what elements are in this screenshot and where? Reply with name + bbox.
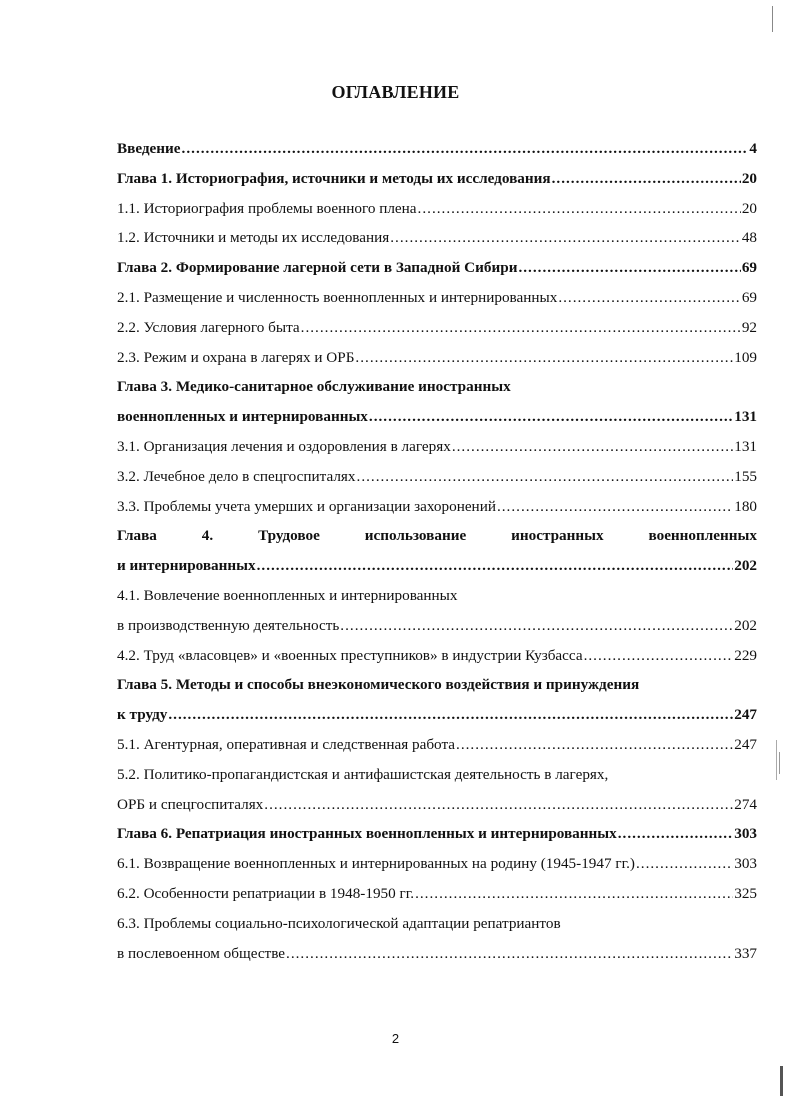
toc-entry-title: Глава 1. Историография, источники и методы их исследования [117, 169, 551, 187]
dot-leader [497, 498, 733, 516]
dot-leader [452, 438, 733, 456]
toc-entry-page: 69 [741, 259, 757, 277]
toc-entry-chapter-1 [117, 170, 757, 200]
toc-entry-title: 2.3. Режим и охрана в лагерях и ОРБ [117, 348, 355, 366]
scan-artifact [776, 740, 777, 780]
toc-word: Трудовое [258, 527, 320, 545]
toc-entry-title: 4.1. Вовлечение военнопленных и интернированных [117, 586, 458, 604]
toc-entry-chapter-5-line2 [117, 706, 757, 736]
toc-entry-section-1-1 [117, 200, 757, 230]
dot-leader [418, 200, 741, 218]
toc-entry-title-cont: к труду [117, 706, 168, 724]
toc-entry-title: 5.1. Агентурная, оперативная и следственная работа [117, 735, 456, 753]
dot-leader [456, 736, 733, 754]
toc-entry-page: 131 [734, 437, 757, 455]
toc-entry-page: 337 [734, 944, 757, 962]
toc-entry-page: 155 [734, 467, 757, 485]
toc-entry-page: 20 [741, 169, 757, 187]
toc-word: иностранных [511, 527, 604, 545]
toc-entry-chapter-6 [117, 825, 757, 855]
toc-entry-title: Глава 5. Методы и способы внеэкономического воздействия и принуждения [117, 676, 640, 694]
toc-entry-section-3-1 [117, 438, 757, 468]
toc-entry-title: 1.1. Историография проблемы военного плена [117, 199, 417, 217]
toc-entry-title-cont: в производственную деятельность [117, 616, 340, 634]
toc-entry-title: Глава 2. Формирование лагерной сети в Западной Сибири [117, 259, 518, 277]
toc-entry-page: 69 [741, 288, 757, 306]
scan-artifact [779, 752, 780, 774]
toc-entry-page: 20 [741, 199, 757, 217]
toc-entry-section-5-2-line1 [117, 766, 757, 796]
toc-entry-page: 325 [734, 884, 757, 902]
toc-entry-title: 1.2. Источники и методы их исследования [117, 229, 390, 247]
toc-entry-section-6-2 [117, 885, 757, 915]
toc-entry-title: 6.2. Особенности репатриации в 1948-1950 гг. [117, 884, 415, 902]
page-title: ОГЛАВЛЕНИЕ [331, 82, 460, 102]
toc-entry-page: 303 [734, 825, 757, 843]
toc-entry-page: 247 [734, 735, 757, 753]
toc-entry-page: 202 [734, 557, 757, 575]
toc-entry-title: 2.2. Условия лагерного быта [117, 318, 300, 336]
toc-entry-page: 4 [749, 140, 757, 157]
toc-entry-section-6-3-line2 [117, 945, 757, 975]
dot-leader [390, 229, 741, 247]
dot-leader [182, 140, 749, 158]
dot-leader [518, 259, 740, 277]
dot-leader [286, 945, 733, 963]
toc-entry-section-5-1 [117, 736, 757, 766]
dot-leader [636, 855, 733, 873]
toc-entry-title: 2.1. Размещение и численность военнопленных и интернированных [117, 288, 558, 306]
dot-leader [558, 289, 741, 307]
toc-entry-chapter-4-line1 [117, 527, 757, 557]
toc-entry-page: 109 [734, 348, 757, 366]
toc-entry-title: Глава 3. Медико-санитарное обслуживание иностранных [117, 378, 511, 396]
toc-entry-title-cont: военнопленных и интернированных [117, 408, 368, 426]
toc-entry-title: 5.2. Политико-пропагандистская и антифашистская деятельность в лагерях, [117, 765, 609, 783]
dot-leader [168, 706, 733, 724]
toc-entry-section-6-1 [117, 855, 757, 885]
dot-leader [369, 408, 733, 426]
toc-entry-page: 303 [734, 855, 757, 873]
toc-word: использование [364, 527, 467, 545]
toc-entry-section-1-2 [117, 229, 757, 259]
toc-entry-page: 274 [734, 795, 757, 813]
toc-entry-section-6-3-line1 [117, 915, 757, 945]
toc-entry-section-5-2-line2 [117, 796, 757, 826]
toc-entry-chapter-3-line2 [117, 408, 757, 438]
toc-entry-chapter-5-line1 [117, 676, 757, 706]
toc-entry-section-2-2 [117, 319, 757, 349]
toc-entry-title: 3.1. Организация лечения и оздоровления в лагерях [117, 437, 451, 455]
toc-entry-section-4-1-line1 [117, 587, 757, 617]
toc-word: 4. [201, 527, 214, 545]
toc-entry-page: 131 [734, 408, 757, 426]
toc-entry-page: 202 [734, 616, 757, 634]
toc-entry-chapter-2 [117, 259, 757, 289]
dot-leader [357, 468, 734, 486]
toc-entry-section-3-3 [117, 498, 757, 528]
toc-entry-title: 6.3. Проблемы социально-психологической адаптации репатриантов [117, 914, 561, 932]
toc-entry-page: 48 [741, 229, 757, 247]
toc-entry-page: 247 [734, 706, 757, 724]
dot-leader [618, 825, 733, 843]
toc-entry-title: 4.2. Труд «власовцев» и «военных преступников» в индустрии Кузбасса [117, 646, 583, 664]
dot-leader [257, 557, 734, 575]
toc-entry-title: Введение [117, 140, 181, 157]
toc-entry-page: 180 [734, 497, 757, 515]
dot-leader [264, 796, 733, 814]
toc-entry-title: 6.1. Возвращение военнопленных и интернированных на родину (1945-1947 гг.) [117, 855, 635, 873]
toc-entry-title-cont: ОРБ и спецгоспиталях [117, 795, 264, 813]
dot-leader [340, 617, 733, 635]
toc-entry-chapter-4-line2 [117, 557, 757, 587]
toc-entry-title-cont: в послевоенном обществе [117, 944, 286, 962]
dot-leader [301, 319, 741, 337]
toc-entry-section-4-1-line2 [117, 617, 757, 647]
toc-entry-title: Глава 6. Репатриация иностранных военнопленных и интернированных [117, 825, 617, 843]
toc-entry-title: 3.3. Проблемы учета умерших и организации захоронений [117, 497, 496, 515]
scan-artifact [772, 6, 773, 32]
toc-entry-title: 3.2. Лечебное дело в спецгоспиталях [117, 467, 356, 485]
toc-entry-title-cont: и интернированных [117, 557, 256, 575]
toc-word: военнопленных [648, 527, 757, 545]
dot-leader [552, 170, 741, 188]
dot-leader [415, 885, 733, 903]
dot-leader [584, 647, 734, 665]
toc-entry-page: 92 [741, 318, 757, 336]
dot-leader [355, 349, 733, 367]
toc-entry-section-2-3 [117, 349, 757, 379]
toc-entry-chapter-3-line1 [117, 378, 757, 408]
toc-entry-section-2-1 [117, 289, 757, 319]
page-number: 2 [391, 1031, 400, 1046]
table-of-contents [117, 140, 757, 974]
toc-entry-page: 229 [734, 646, 757, 664]
toc-entry-section-4-2 [117, 647, 757, 677]
toc-entry-section-3-2 [117, 468, 757, 498]
scan-artifact [780, 1066, 783, 1096]
toc-entry-introduction [117, 140, 757, 170]
toc-word: Глава [117, 527, 157, 545]
